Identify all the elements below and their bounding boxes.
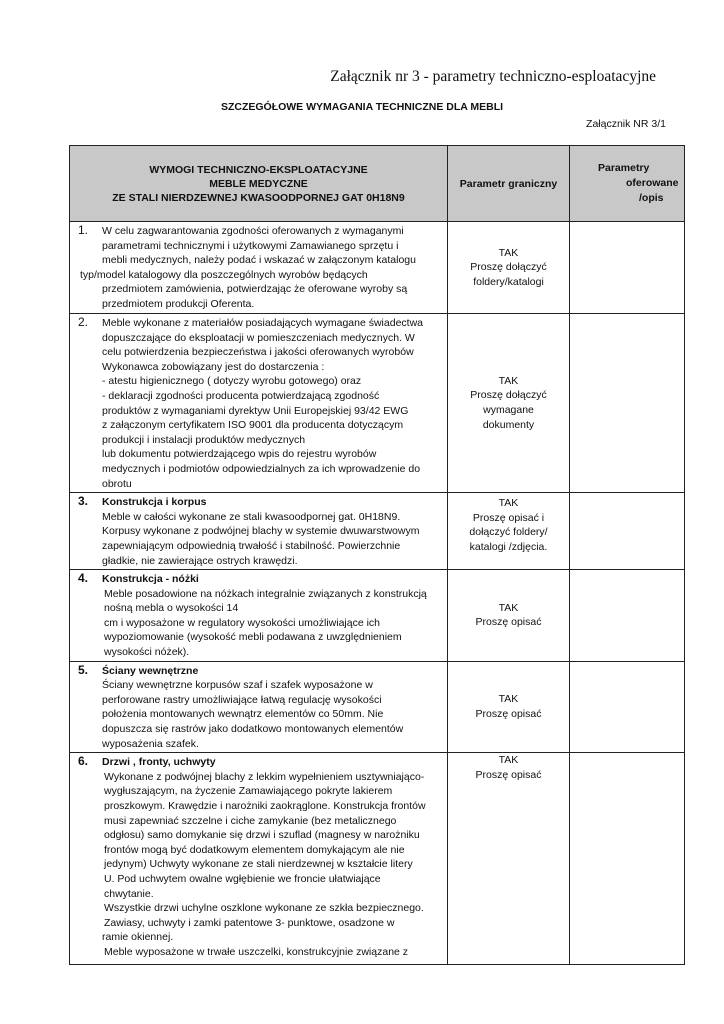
table-row — [70, 753, 685, 965]
requirement-description: 2. Meble wykonane z materiałów posiadających wymagane świadectwa dopuszczające do eksploatacji w pomieszczeniach medycznych. W celu potwierdzenia bezpieczeństwa i jakości oferowanych wyrobów Wykonawca zobowiązany jest do dostarczenia : - atestu higienicznego ( dotyczy wyrobu gotowego) oraz - deklaracji zgodności producenta potwierdzającą zgodność produktów z wymaganiami dyrektyw Unii Europejskiej 93/42 EWG z załączonym certyfikatem ISO 9001 dla producenta dotyczącym produkcji i instalacji produktów medycznych lub dokumentu potwierdzającego wpis do rejestru wyrobów medycznych i podmiotów odpowiedzialnych za ich wprowadzenie do obrotu — [70, 314, 448, 493]
row-number: 6. — [78, 754, 89, 769]
row-number: 2. — [78, 315, 89, 329]
limit-parameter: TAK Proszę dołączyć foldery/katalogi — [448, 222, 570, 314]
row-number: 1. — [78, 223, 89, 237]
header-offered-parameters: Parametry oferowane /opis — [570, 146, 685, 222]
section-title: Drzwi , fronty, uchwyty — [102, 756, 216, 769]
section-title: Ściany wewnętrzne — [102, 664, 199, 677]
offered-parameter-cell[interactable] — [570, 753, 685, 965]
section-title: Konstrukcja i korpus — [102, 496, 207, 509]
offered-parameter-cell[interactable] — [570, 570, 685, 662]
document-title: SZCZEGÓŁOWE WYMAGANIA TECHNICZNE DLA MEBLI — [220, 101, 504, 113]
annex-title: Załącznik nr 3 - parametry techniczno-esploatacyjne — [330, 68, 656, 85]
row-number: 4. — [78, 571, 89, 586]
requirement-description: 4. Konstrukcja - nóżki Meble posadowione na nóżkach integralnie związanych z konstrukcją nośną mebla o wysokości 14 cm i wyposażone w regulatory wysokości umożliwiające ich wypoziomowanie (wysokość mebli podawana z uwzględnieniem wysokości nóżek). — [70, 570, 448, 662]
table-row — [70, 570, 685, 662]
limit-parameter: TAK Proszę opisać — [448, 753, 570, 965]
requirement-description: 1. W celu zagwarantowania zgodności oferowanych z wymaganymi parametrami technicznymi i użytkowymi Zamawianego sprzętu i mebli medycznych, należy podać i wskazać w załączonym katalogu typ/model katalogowy dla poszczególnych wyrobów będących przedmiotem zamówienia, potwierdzając że oferowane wyroby są przedmiotem produkcji Oferenta. — [70, 222, 448, 314]
limit-parameter: TAK Proszę opisać — [448, 570, 570, 662]
header-limit-parameter: Parametr graniczny — [448, 146, 570, 222]
offered-parameter-cell[interactable] — [570, 493, 685, 570]
table-row — [70, 314, 685, 493]
requirements-table — [69, 145, 685, 965]
limit-parameter: TAK Proszę opisać — [448, 661, 570, 753]
annex-reference: Załącznik NR 3/1 — [586, 118, 666, 130]
requirement-description: 5. Ściany wewnętrzne Ściany wewnętrzne korpusów szaf i szafek wyposażone w perforowane rastry umożliwiające łatwą regulację wysokości położenia montowanych wewnątrz elementów co 50mm. Nie dopuszcza się rastrów jako dodatkowo montowanych elementów wyposażenia szafek. — [70, 661, 448, 753]
limit-parameter: TAK Proszę opisać i dołączyć foldery/ katalogi /zdjęcia. — [448, 493, 570, 570]
table-row — [70, 222, 685, 314]
offered-parameter-cell[interactable] — [570, 222, 685, 314]
offered-parameter-cell[interactable] — [570, 661, 685, 753]
requirement-description: 3. Konstrukcja i korpus Meble w całości wykonane ze stali kwasoodpornej gat. 0H18N9. Korpusy wykonane z podwójnej blachy w systemie dwuwarstwowym zapewniającym odpowiednią trwałość i stabilność. Powierzchnie gładkie, nie zawierające ostrych krawędzi. — [70, 493, 448, 570]
row-number: 5. — [78, 662, 89, 677]
requirement-description: 6. Drzwi , fronty, uchwyty Wykonane z podwójnej blachy z lekkim wypełnieniem usztywniająco- wygłuszającym, na życzenie Zamawiającego pokryte lakierem proszkowym. Krawędzie i narożniki zaokrąglone. Konstrukcja frontów musi zapewniać szczelne i ciche zamykanie (bez metalicznego odgłosu) samo domykanie się drzwi i szuflad (magnesy w narożniku frontów mogą być dodatkowym elementem domykającym ale nie jedynym) Uchwyty wykonane ze stali nierdzewnej w kształcie litery U. Pod uchwytem owalne wgłębienie we froncie ułatwiające chwytanie. Wszystkie drzwi uchylne oszklone wykonane ze szkła bezpiecznego. Zawiasy, uchwyty i zamki patentowe 3- punktowe, osadzone w ramie okiennej. Meble wyposażone w trwałe uszczelki, konstrukcyjnie związane z — [70, 753, 448, 965]
offered-parameter-cell[interactable] — [570, 314, 685, 493]
limit-parameter: TAK Proszę dołączyć wymagane dokumenty — [448, 314, 570, 493]
section-title: Konstrukcja - nóżki — [102, 573, 199, 586]
table-row — [70, 493, 685, 570]
table-header-row — [70, 146, 685, 222]
table-row — [70, 661, 685, 753]
row-number: 3. — [78, 494, 89, 509]
header-requirements: WYMOGI TECHNICZNO-EKSPLOATACYJNE MEBLE MEDYCZNE ZE STALI NIERDZEWNEJ KWASOODPORNEJ GAT 0H18N9 — [70, 146, 448, 222]
